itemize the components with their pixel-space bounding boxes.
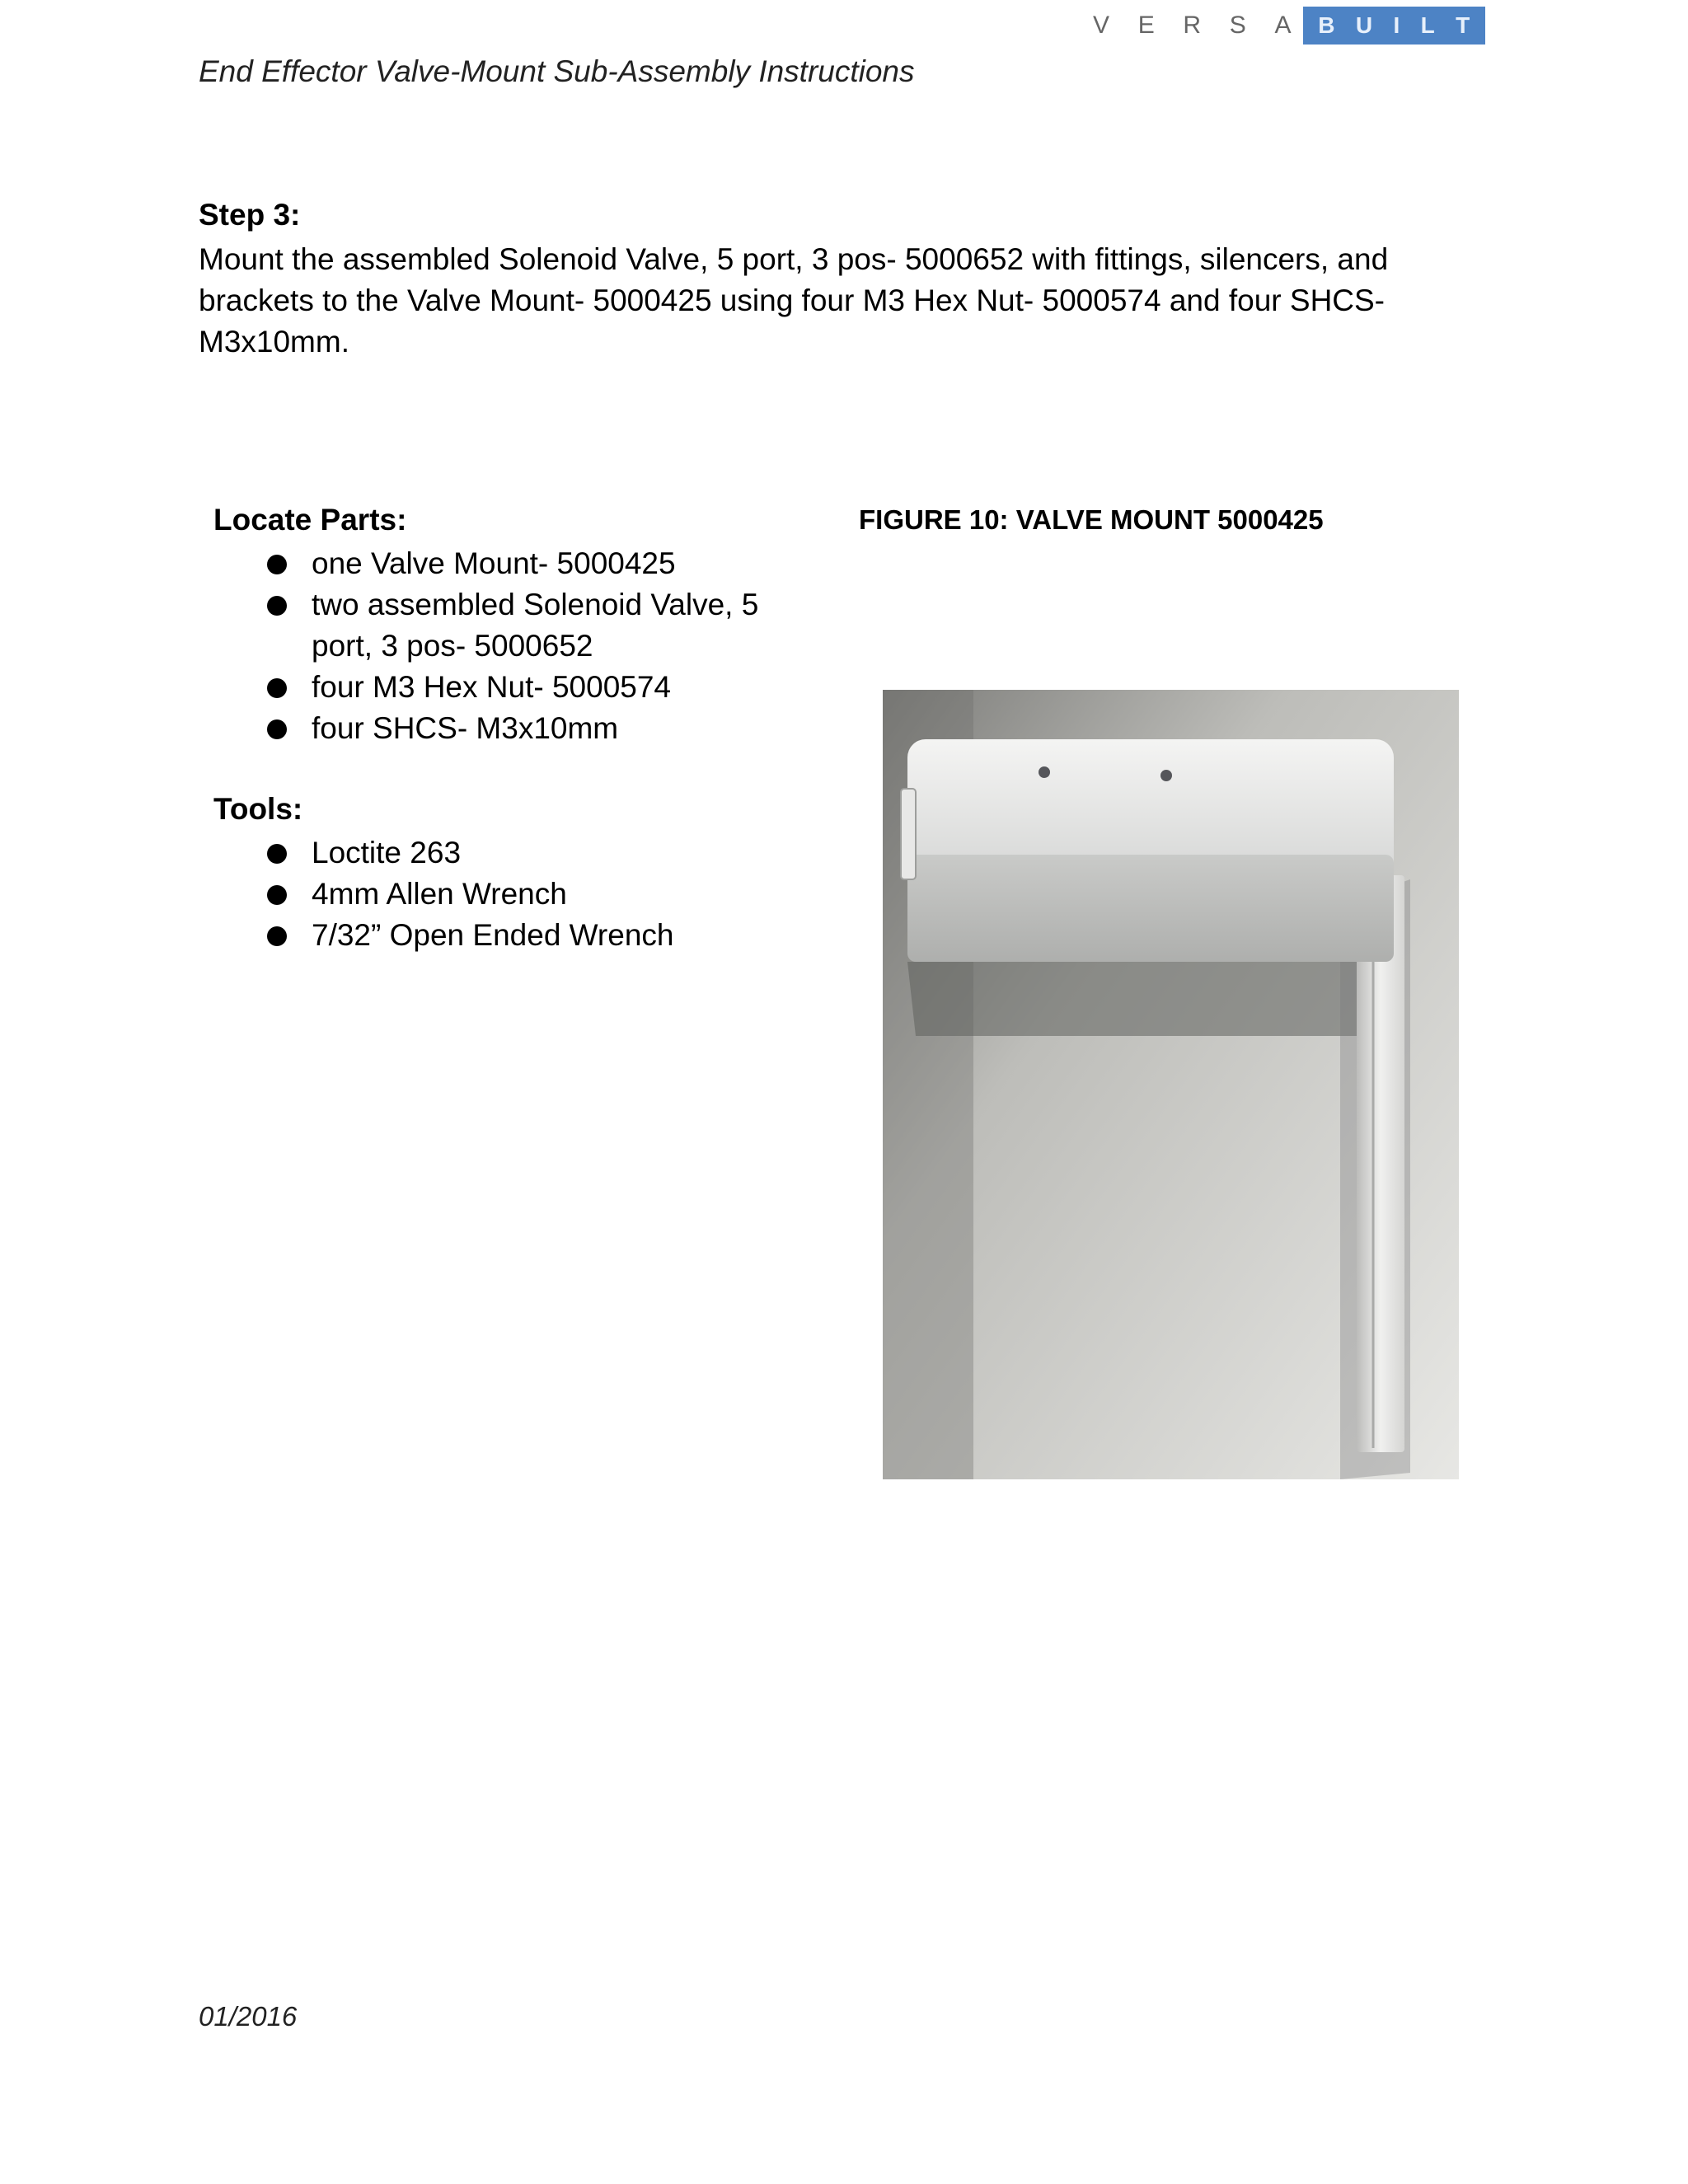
mount-hole	[1160, 770, 1172, 781]
logo-letter: I	[1393, 12, 1400, 38]
list-item	[213, 832, 823, 874]
logo-letter: L	[1420, 12, 1435, 38]
list-item	[213, 874, 823, 915]
footer-date: 01/2016	[199, 2001, 298, 2032]
list-item	[213, 543, 823, 584]
step-heading: Step 3:	[199, 198, 301, 232]
logo-letter: R	[1183, 12, 1202, 39]
list-item-text: four M3 Hex Nut- 5000574	[312, 670, 672, 704]
logo-versa-text	[1090, 12, 1303, 40]
locate-parts-heading: Locate Parts:	[213, 503, 407, 537]
versabuilt-logo	[1090, 7, 1485, 45]
logo-letter: U	[1355, 12, 1373, 38]
bullet-icon	[267, 596, 287, 616]
mount-front-face	[907, 855, 1394, 962]
list-item	[213, 915, 823, 956]
list-item	[213, 667, 823, 708]
mount-side-tab	[901, 789, 916, 879]
list-item-text: two assembled Solenoid Valve, 5 port, 3 pos- 5000652	[312, 588, 759, 663]
logo-letter: B	[1318, 12, 1335, 38]
locate-parts-list	[213, 543, 823, 749]
list-item-text: 4mm Allen Wrench	[312, 877, 567, 911]
valve-mount-photo	[883, 690, 1459, 1479]
logo-letter: S	[1229, 12, 1246, 39]
figure-caption: FIGURE 10: VALVE MOUNT 5000425	[859, 504, 1324, 535]
list-item-text: four SHCS- M3x10mm	[312, 711, 619, 745]
list-item	[213, 708, 823, 749]
bullet-icon	[267, 678, 287, 698]
document-title: End Effector Valve-Mount Sub-Assembly Instructions	[199, 54, 915, 88]
step-instructions: Mount the assembled Solenoid Valve, 5 port, 3 pos- 5000652 with fittings, silencers, and brackets to the Valve Mount- 5000425 using four M3 Hex Nut- 5000574 and four SHCS- M3x10mm.	[199, 242, 1389, 359]
bullet-icon	[267, 555, 287, 574]
tools-heading: Tools:	[213, 792, 303, 826]
list-item-text: Loctite 263	[312, 836, 462, 869]
logo-letter: T	[1456, 12, 1470, 38]
bullet-icon	[267, 885, 287, 905]
list-item	[213, 584, 823, 667]
mount-hole	[1039, 766, 1050, 778]
logo-built-box	[1303, 7, 1485, 45]
logo-letter: E	[1137, 12, 1155, 39]
tools-list	[213, 832, 823, 956]
list-item-text: one Valve Mount- 5000425	[312, 546, 676, 580]
bullet-icon	[267, 719, 287, 739]
bullet-icon	[267, 844, 287, 864]
mount-shadow	[907, 962, 1386, 1036]
logo-letter: V	[1093, 12, 1110, 39]
logo-letter: A	[1274, 12, 1292, 39]
bullet-icon	[267, 926, 287, 946]
list-item-text: 7/32” Open Ended Wrench	[312, 918, 674, 952]
